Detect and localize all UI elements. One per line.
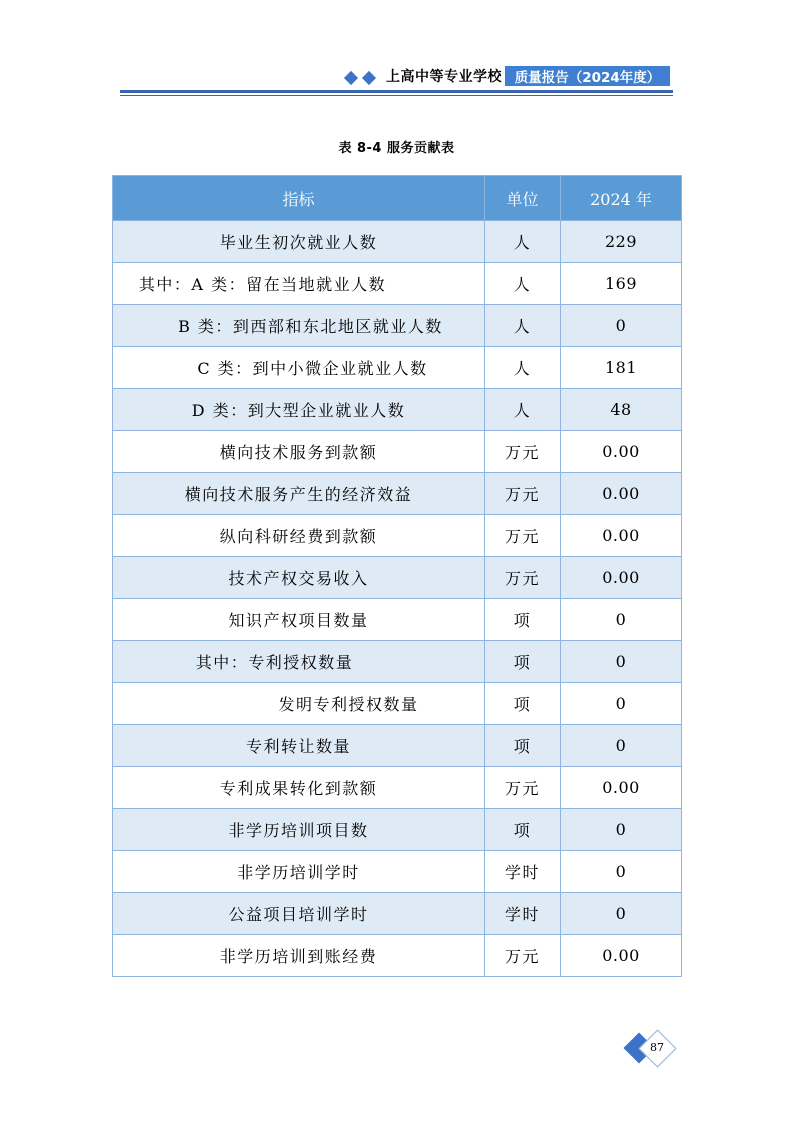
table-row (113, 263, 682, 305)
unit-cell: 项 (485, 725, 561, 767)
unit-cell: 学时 (485, 851, 561, 893)
unit-cell: 项 (485, 641, 561, 683)
indicator-label: 发明专利授权数量 (278, 695, 419, 714)
indicator-label: 非学历培训项目数 (228, 821, 369, 840)
unit-cell: 万元 (485, 473, 561, 515)
value-cell: 0.00 (561, 557, 682, 599)
indicator-cell (113, 683, 485, 725)
table-row (113, 221, 682, 263)
value-cell: 0 (561, 809, 682, 851)
table-caption: 表 8-4 服务贡献表 (338, 141, 455, 156)
indicator-label: 横向技术服务产生的经济效益 (184, 485, 413, 504)
indicator-label: 技术产权交易收入 (228, 569, 369, 588)
unit-cell: 人 (485, 221, 561, 263)
indicator-cell (113, 347, 485, 389)
unit-cell: 项 (485, 809, 561, 851)
value-cell: 0.00 (561, 767, 682, 809)
value-cell: 0 (561, 725, 682, 767)
indicator-label: 非学历培训学时 (237, 863, 360, 882)
indicator-cell (113, 641, 485, 683)
indicator-cell (113, 473, 485, 515)
indicator-cell (113, 725, 485, 767)
value-cell: 0 (561, 851, 682, 893)
table-row (113, 935, 682, 977)
diamond-icon (344, 71, 358, 85)
indicator-label: 知识产权项目数量 (228, 611, 369, 630)
indicator-cell (113, 263, 485, 305)
indicator-cell (113, 767, 485, 809)
value-cell: 229 (561, 221, 682, 263)
unit-cell: 万元 (485, 431, 561, 473)
table-row (113, 893, 682, 935)
indicator-cell (113, 809, 485, 851)
unit-cell: 万元 (485, 935, 561, 977)
indicator-cell (113, 515, 485, 557)
table-row (113, 389, 682, 431)
table-row (113, 557, 682, 599)
value-cell: 0 (561, 641, 682, 683)
table-row (113, 767, 682, 809)
indicator-cell (113, 893, 485, 935)
indicator-label: C 类：到中小微企业就业人数 (197, 359, 428, 378)
indicator-cell (113, 431, 485, 473)
indicator-label: 横向技术服务到款额 (219, 443, 378, 462)
service-contribution-table (112, 175, 682, 977)
unit-cell: 人 (485, 263, 561, 305)
page-number-badge (640, 1032, 674, 1066)
header-year: 2024 年 (561, 176, 682, 221)
unit-cell: 项 (485, 683, 561, 725)
header-rule (120, 90, 673, 93)
indicator-label: 非学历培训到账经费 (219, 947, 378, 966)
unit-cell: 人 (485, 347, 561, 389)
table-row (113, 431, 682, 473)
unit-cell: 万元 (485, 557, 561, 599)
table-row (113, 725, 682, 767)
value-cell: 48 (561, 389, 682, 431)
indicator-label: 专利转让数量 (245, 737, 351, 756)
value-cell: 0.00 (561, 515, 682, 557)
value-cell: 181 (561, 347, 682, 389)
diamond-icon (362, 71, 376, 85)
indicator-label: 其中：A 类：留在当地就业人数 (138, 275, 387, 294)
indicator-label: B 类：到西部和东北地区就业人数 (178, 317, 443, 336)
indicator-cell (113, 599, 485, 641)
indicator-cell (113, 557, 485, 599)
table-row (113, 599, 682, 641)
indicator-label: 专利成果转化到款额 (219, 779, 378, 798)
table-row (113, 473, 682, 515)
indicator-label: D 类：到大型企业就业人数 (191, 401, 406, 420)
table-row (113, 515, 682, 557)
page-number: 87 (650, 1041, 664, 1054)
header-indicator: 指标 (113, 176, 485, 221)
indicator-label: 公益项目培训学时 (228, 905, 369, 924)
unit-cell: 学时 (485, 893, 561, 935)
header-rule-thin (120, 95, 673, 96)
value-cell: 0 (561, 599, 682, 641)
report-title-badge: 质量报告（2024年度） (505, 66, 670, 86)
value-cell: 0 (561, 893, 682, 935)
header-unit: 单位 (485, 176, 561, 221)
school-name: 上高中等专业学校 (386, 69, 502, 85)
table-row (113, 809, 682, 851)
value-cell: 169 (561, 263, 682, 305)
indicator-label: 纵向科研经费到款额 (219, 527, 378, 546)
unit-cell: 项 (485, 599, 561, 641)
unit-cell: 万元 (485, 515, 561, 557)
indicator-cell (113, 221, 485, 263)
value-cell: 0.00 (561, 935, 682, 977)
unit-cell: 人 (485, 389, 561, 431)
indicator-cell (113, 935, 485, 977)
unit-cell: 人 (485, 305, 561, 347)
value-cell: 0 (561, 683, 682, 725)
table-row (113, 683, 682, 725)
value-cell: 0 (561, 305, 682, 347)
table-row (113, 851, 682, 893)
table-header-row (113, 176, 682, 221)
table-row (113, 347, 682, 389)
indicator-label: 毕业生初次就业人数 (219, 233, 378, 252)
table-row (113, 641, 682, 683)
value-cell: 0.00 (561, 431, 682, 473)
table-row (113, 305, 682, 347)
indicator-label: 其中：专利授权数量 (195, 653, 354, 672)
unit-cell: 万元 (485, 767, 561, 809)
indicator-cell (113, 305, 485, 347)
value-cell: 0.00 (561, 473, 682, 515)
indicator-cell (113, 851, 485, 893)
indicator-cell (113, 389, 485, 431)
